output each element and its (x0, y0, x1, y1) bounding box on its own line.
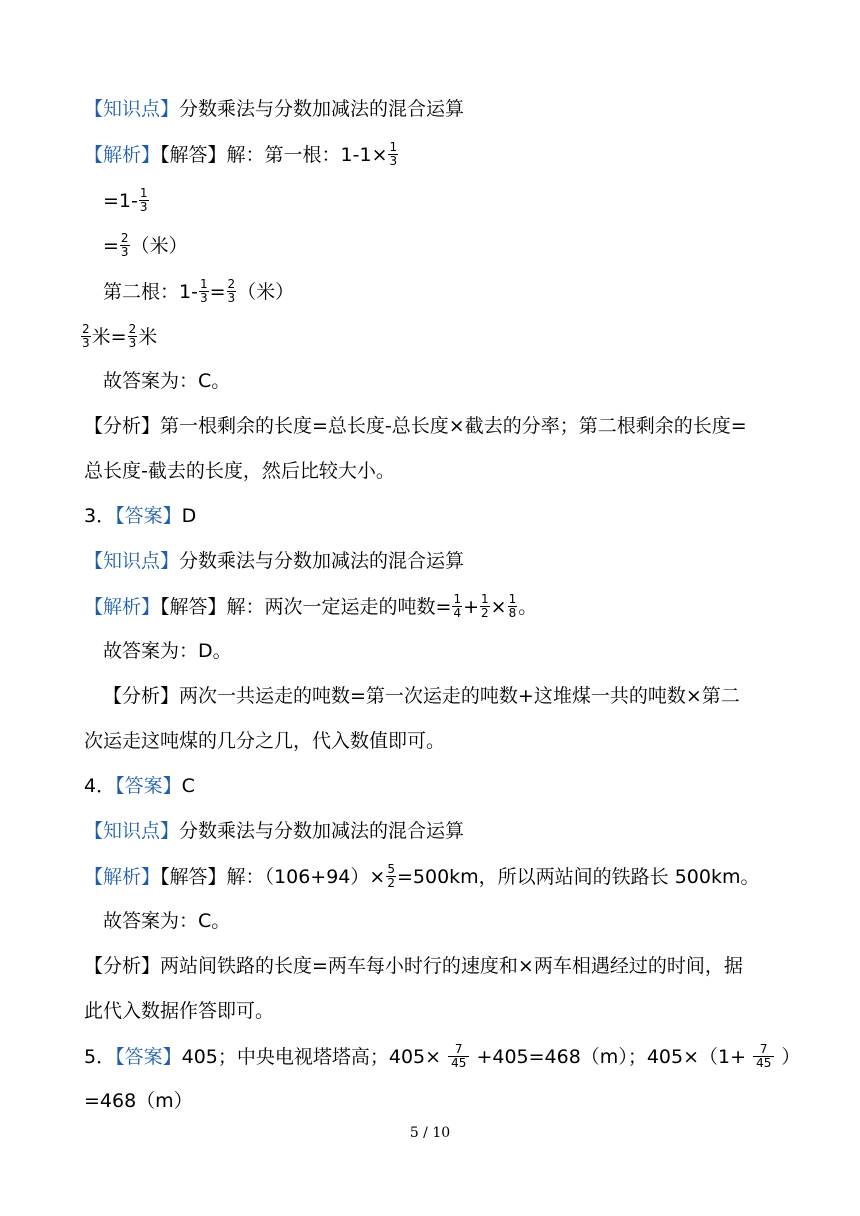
q2-second-root (103, 279, 294, 306)
reasoning-tag: 【分析】 (84, 415, 161, 437)
reasoning-text: 总长度-截去的长度，然后比较大小。 (84, 460, 395, 482)
knowledge-tag: 【知识点】 (84, 550, 180, 572)
unit-text: （米） (130, 235, 188, 257)
answer-text: +405=468（m）；405×（1+ (476, 1046, 747, 1068)
answer-tag: 【解答】 (160, 866, 227, 888)
solution-text: 解：两次一定运走的吨数= (226, 596, 452, 618)
fraction: $\frac{7}{45}$ (753, 1043, 774, 1070)
question-number: 5． (84, 1046, 116, 1068)
fraction: $\frac{2}{3}$ (120, 231, 129, 259)
fraction: $\frac{1}{8}$ (508, 592, 517, 620)
knowledge-tag: 【知识点】 (84, 820, 180, 842)
reasoning-text: 两次一共运走的吨数=第一次运走的吨数+这堆煤一共的吨数×第二 (179, 685, 740, 707)
answer-key-tag: 【答案】 (115, 775, 182, 797)
solution-text: 解：（106+94）× (226, 866, 386, 888)
fraction: $\frac{5}{2}$ (387, 862, 395, 890)
answer-key-tag: 【答案】 (115, 505, 182, 527)
answer-text: ） (781, 1046, 801, 1068)
fraction: $\frac{2}{3}$ (82, 322, 90, 350)
equals: = (209, 281, 226, 303)
reasoning-tag: 【分析】 (84, 955, 161, 977)
solution-text: 解：第一根：1-1× (226, 144, 388, 166)
fraction: $\frac{1}{4}$ (453, 592, 462, 620)
fraction: $\frac{1}{3}$ (199, 277, 208, 305)
analysis-tag: 【解析】 (84, 866, 161, 888)
q4-solution-line (84, 864, 759, 891)
q3-answer-line (84, 504, 196, 528)
q3-conclusion: 故答案为：D。 (103, 640, 232, 662)
q4-conclusion: 故答案为：C。 (103, 910, 231, 932)
unit-text: （米） (237, 281, 295, 303)
reasoning-text: 次运走这吨煤的几分之几，代入数值即可。 (84, 730, 446, 752)
q3-knowledge-line (84, 549, 464, 573)
answer-text: =468（m） (84, 1090, 193, 1112)
answer-key-tag: 【答案】 (115, 1046, 182, 1068)
reasoning-text: 两站间铁路的长度=两车每小时行的速度和×两车相遇经过的时间，据 (160, 955, 743, 977)
question-number: 4． (84, 775, 116, 797)
reasoning-text: 第一根剩余的长度=总长度-总长度×截去的分率；第二根剩余的长度= (160, 415, 747, 437)
answer-tag: 【解答】 (160, 596, 227, 618)
q4-knowledge-line (84, 819, 464, 843)
q2-reasoning-line-1 (84, 414, 747, 438)
fraction: $\frac{2}{3}$ (128, 322, 137, 350)
fraction: $\frac{1}{3}$ (139, 186, 148, 214)
comparison-text: 米= (91, 326, 127, 348)
answer-tag: 【解答】 (160, 144, 227, 166)
fraction: $\frac{1}{3}$ (389, 140, 398, 168)
fraction: $\frac{2}{3}$ (227, 277, 236, 305)
q2-reasoning-line-2 (84, 459, 395, 483)
q4-reasoning-line-1 (84, 954, 743, 978)
q2-step-1 (103, 188, 150, 215)
q3-reasoning-line-2 (84, 729, 445, 753)
q5-answer-line-2 (84, 1089, 193, 1113)
step-text: 第二根：1- (103, 281, 198, 303)
comparison-text: 米 (138, 326, 158, 348)
q2-knowledge-line (84, 97, 464, 121)
knowledge-text: 分数乘法与分数加减法的混合运算 (179, 550, 465, 572)
reasoning-tag: 【分析】 (103, 685, 180, 707)
analysis-tag: 【解析】 (84, 596, 161, 618)
q2-conclusion: 故答案为：C。 (103, 370, 231, 392)
q2-step-2 (103, 233, 188, 260)
q2-comparison (80, 324, 157, 351)
answer-value: C (181, 775, 195, 797)
fraction: $\frac{1}{2}$ (481, 592, 489, 620)
knowledge-text: 分数乘法与分数加减法的混合运算 (179, 98, 465, 120)
step-text: = (103, 235, 119, 257)
q4-answer-line (84, 774, 195, 798)
knowledge-tag: 【知识点】 (84, 98, 180, 120)
answer-value: D (181, 505, 197, 527)
knowledge-text: 分数乘法与分数加减法的混合运算 (179, 820, 465, 842)
q3-reasoning-line-1 (103, 684, 740, 708)
step-text: =1- (103, 190, 138, 212)
q2-solution-line (84, 142, 399, 169)
q4-reasoning-line-2 (84, 999, 274, 1023)
answer-text: 405；中央电视塔塔高；405× (181, 1046, 442, 1068)
reasoning-text: 此代入数据作答即可。 (84, 1000, 275, 1022)
q3-solution-line: 【解析】【解答】解：两次一定运走的吨数= $\frac{1}{4}$ + $\frac{1}{2}$ × $\frac{1}{8}$ 。 (84, 592, 538, 620)
question-number: 3． (84, 505, 116, 527)
analysis-tag: 【解析】 (84, 144, 161, 166)
fraction: $\frac{7}{45}$ (448, 1043, 469, 1070)
q5-answer-line (84, 1044, 800, 1071)
page-number: 5 / 10 (409, 1125, 451, 1141)
solution-text: =500km，所以两站间的铁路长 500km。 (396, 866, 760, 888)
